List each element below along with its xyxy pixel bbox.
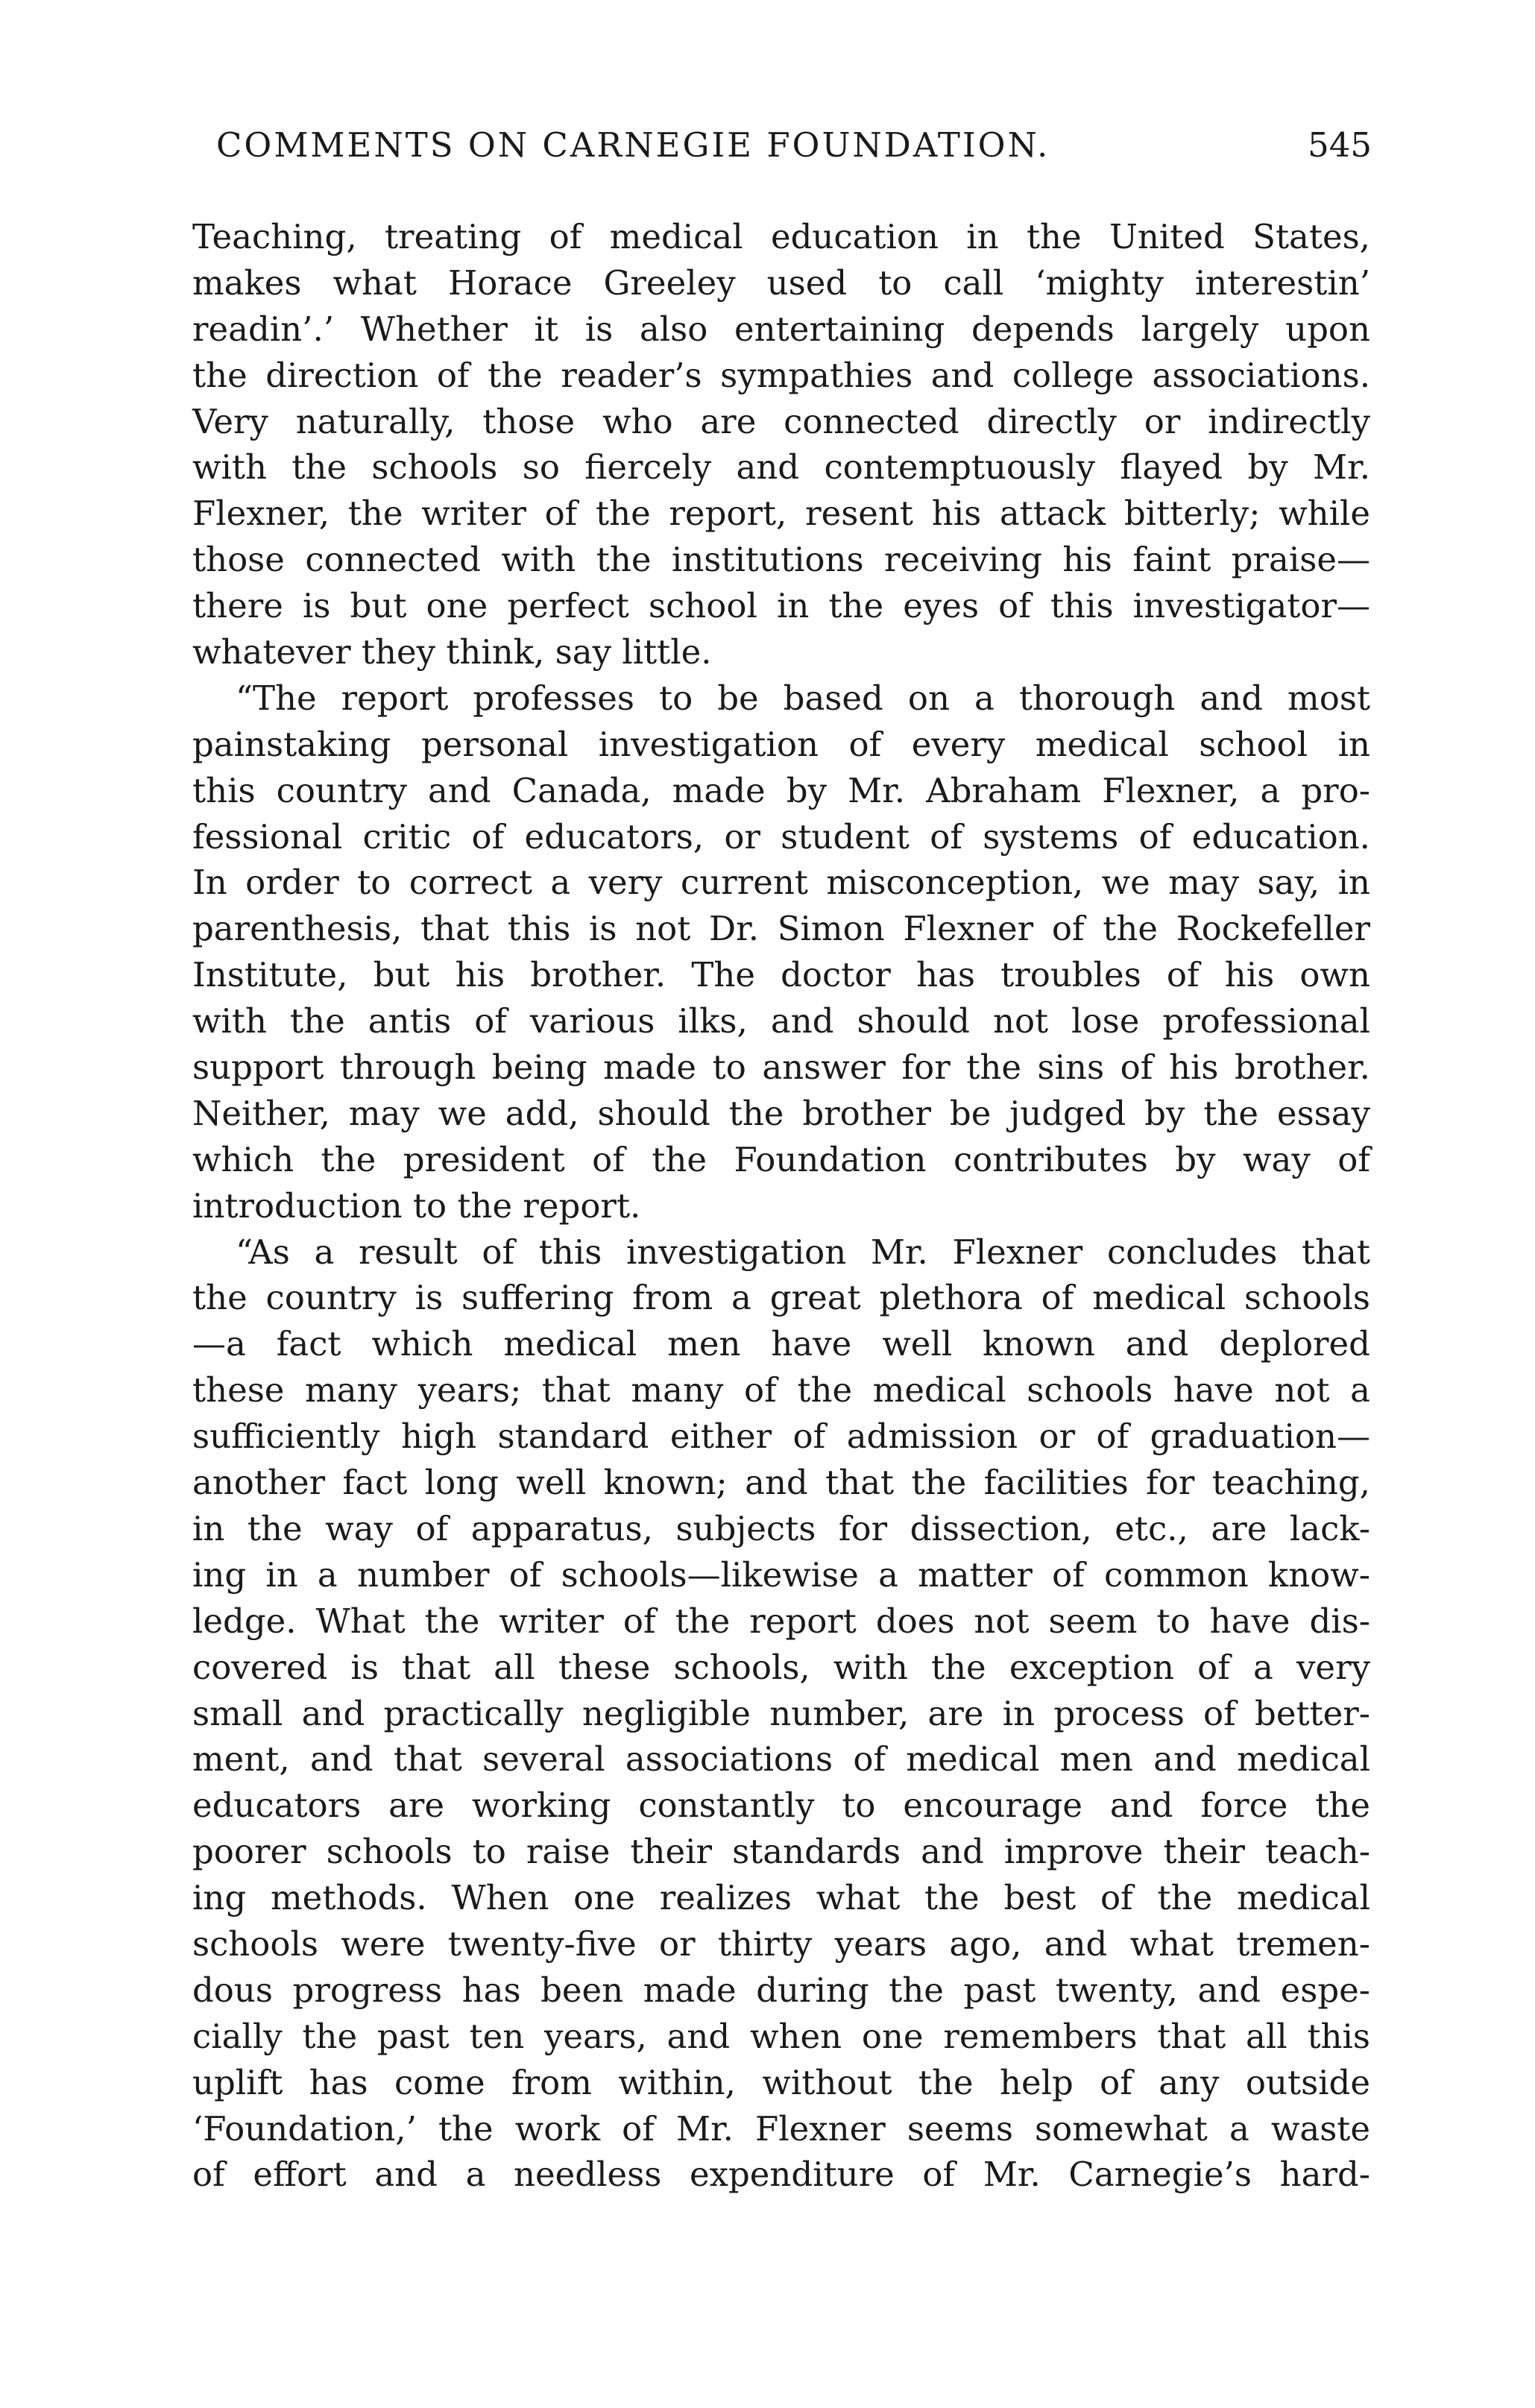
text-line: “The report professes to be based on a thorough and most bbox=[236, 678, 1370, 718]
text-line: support through being made to answer for the sins of his brother. bbox=[192, 1047, 1370, 1088]
text-line: makes what Horace Greeley used to call ‘mighty interestin’ bbox=[192, 262, 1370, 303]
text-line: ‘Foundation,’ the work of Mr. Flexner seems somewhat a waste bbox=[192, 2108, 1370, 2149]
paragraph-2 bbox=[192, 675, 1370, 1229]
text-line: In order to correct a very current misconception, we may say, in bbox=[192, 863, 1370, 903]
text-line: introduction to the report. bbox=[192, 1185, 641, 1226]
page-number: 545 bbox=[1308, 125, 1372, 165]
text-line: Teaching, treating of medical education in the United States, bbox=[192, 217, 1370, 256]
text-line: those connected with the institutions receiving his faint praise— bbox=[192, 540, 1370, 580]
text-line: dous progress has been made during the past twenty, and espe- bbox=[192, 1970, 1370, 2010]
text-line: small and practically negligible number, are in process of better- bbox=[192, 1693, 1370, 1733]
text-line: —a fact which medical men have well known and deplored bbox=[192, 1324, 1370, 1364]
page-header bbox=[216, 112, 1372, 179]
text-line: the country is suffering from a great plethora of medical schools bbox=[192, 1278, 1370, 1318]
text-line: with the antis of various ilks, and should not lose professional bbox=[192, 1001, 1370, 1041]
text-line: Institute, but his brother. The doctor has troubles of his own bbox=[192, 955, 1370, 995]
text-line: ment, and that several associations of medical men and medical bbox=[192, 1739, 1370, 1780]
text-line: of effort and a needless expenditure of Mr. Carnegie’s hard- bbox=[192, 2155, 1370, 2195]
text-line: in the way of apparatus, subjects for dissection, etc., are lack- bbox=[192, 1508, 1370, 1548]
text-line: painstaking personal investigation of every medical school in bbox=[192, 724, 1370, 764]
text-line: Flexner, the writer of the report, resent his attack bitterly; while bbox=[192, 494, 1370, 534]
text-line: Very naturally, those who are connected directly or indirectly bbox=[192, 401, 1370, 441]
paragraph-3 bbox=[192, 1229, 1370, 2199]
text-line: fessional critic of educators, or student of systems of education. bbox=[192, 816, 1370, 857]
running-head: COMMENTS ON CARNEGIE FOUNDATION. bbox=[216, 125, 1050, 165]
text-line: educators are working constantly to encourage and force the bbox=[192, 1785, 1370, 1826]
text-line: poorer schools to raise their standards and improve their teach- bbox=[192, 1832, 1370, 1872]
text-line: ing in a number of schools—likewise a matter of common know- bbox=[192, 1554, 1370, 1595]
text-line: covered is that all these schools, with the exception of a very bbox=[192, 1647, 1370, 1687]
text-line: the direction of the reader’s sympathies and college associations. bbox=[192, 355, 1370, 395]
text-line: whatever they think, say little. bbox=[192, 632, 712, 672]
text-line: “As a result of this investigation Mr. Flexner concludes that bbox=[236, 1232, 1370, 1272]
text-line: which the president of the Foundation contributes by way of bbox=[192, 1139, 1370, 1179]
text-line: sufficiently high standard either of admission or of graduation— bbox=[192, 1416, 1370, 1457]
text-line: parenthesis, that this is not Dr. Simon Flexner of the Rockefeller bbox=[192, 909, 1370, 949]
text-line: Neither, may we add, should the brother be judged by the essay bbox=[192, 1093, 1370, 1133]
text-line: cially the past ten years, and when one remembers that all this bbox=[192, 2016, 1370, 2056]
text-line: readin’.’ Whether it is also entertaining depends largely upon bbox=[192, 309, 1370, 349]
text-line: ing methods. When one realizes what the best of the medical bbox=[192, 1878, 1370, 1918]
text-line: another fact long well known; and that the facilities for teaching, bbox=[192, 1463, 1370, 1503]
text-line: schools were twenty-five or thirty years ago, and what tremen- bbox=[192, 1923, 1370, 1964]
text-line: these many years; that many of the medical schools have not a bbox=[192, 1370, 1370, 1411]
paragraph-1 bbox=[192, 214, 1370, 675]
text-line: this country and Canada, made by Mr. Abraham Flexner, a pro- bbox=[192, 770, 1370, 810]
text-line: there is but one perfect school in the eyes of this investigator— bbox=[192, 586, 1370, 626]
body-text bbox=[192, 214, 1370, 2198]
text-line: uplift has come from within, without the help of any outside bbox=[192, 2062, 1370, 2102]
text-line: ledge. What the writer of the report does not seem to have dis- bbox=[192, 1601, 1370, 1641]
text-line: with the schools so fiercely and contemptuously flayed by Mr. bbox=[192, 447, 1370, 488]
